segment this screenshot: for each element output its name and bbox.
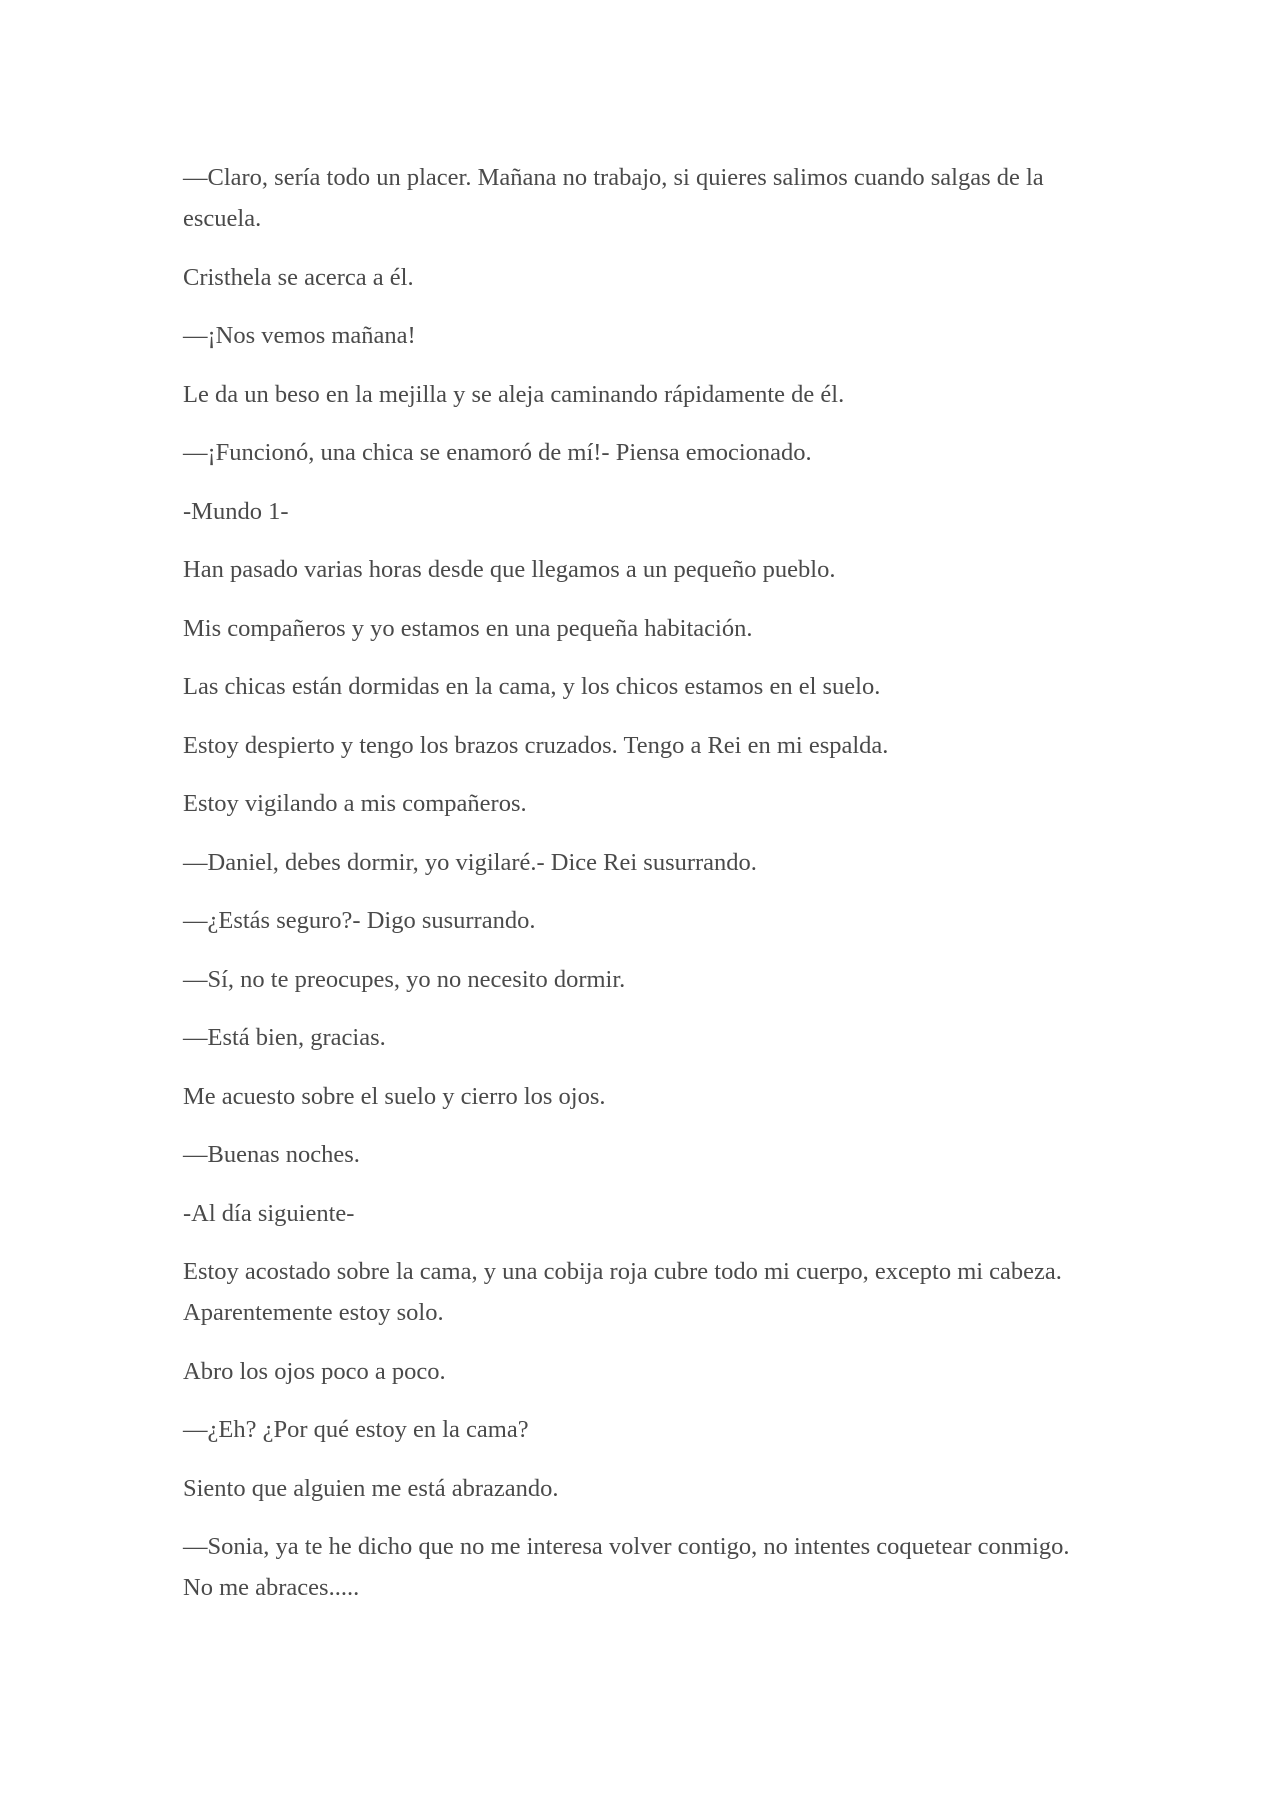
paragraph: —Daniel, debes dormir, yo vigilaré.- Dice Rei susurrando.	[183, 848, 757, 876]
paragraph: Mis compañeros y yo estamos en una pequeña habitación.	[183, 614, 753, 642]
paragraph: —Sonia, ya te he dicho que no me interesa volver contigo, no intentes coquetear conmigo. No me abraces.....	[183, 1533, 1070, 1601]
paragraph: —Buenas noches.	[183, 1141, 360, 1168]
paragraph: —¡Funcionó, una chica se enamoró de mí!- Piensa emocionado.	[183, 439, 812, 466]
paragraph: Las chicas están dormidas en la cama, y los chicos estamos en el suelo.	[183, 673, 881, 700]
paragraph: —¡Nos vemos mañana!	[183, 322, 416, 349]
paragraph: Cristhela se acerca a él.	[183, 263, 414, 291]
document-body	[183, 157, 1103, 1626]
section-marker: -Mundo 1-	[183, 497, 289, 525]
paragraph: Estoy vigilando a mis compañeros.	[183, 790, 527, 817]
paragraph: —¿Eh? ¿Por qué estoy en la cama?	[183, 1416, 529, 1443]
paragraph: Estoy despierto y tengo los brazos cruzados. Tengo a Rei en mi espalda.	[183, 731, 889, 759]
paragraph: Siento que alguien me está abrazando.	[183, 1474, 559, 1502]
paragraph: Estoy acostado sobre la cama, y una cobija roja cubre todo mi cuerpo, excepto mi cabeza. Aparentemente estoy solo.	[183, 1258, 1062, 1326]
paragraph: —¿Estás seguro?- Digo susurrando.	[183, 907, 536, 934]
paragraph: Abro los ojos poco a poco.	[183, 1357, 446, 1385]
paragraph: —Claro, sería todo un placer. Mañana no trabajo, si quieres salimos cuando salgas de la escuela.	[183, 164, 1044, 232]
paragraph: —Sí, no te preocupes, yo no necesito dormir.	[183, 965, 626, 993]
paragraph: —Está bien, gracias.	[183, 1024, 386, 1051]
paragraph: Han pasado varias horas desde que llegamos a un pequeño pueblo.	[183, 556, 836, 583]
section-marker: -Al día siguiente-	[183, 1199, 355, 1227]
paragraph: Me acuesto sobre el suelo y cierro los ojos.	[183, 1082, 606, 1110]
paragraph: Le da un beso en la mejilla y se aleja caminando rápidamente de él.	[183, 380, 845, 408]
